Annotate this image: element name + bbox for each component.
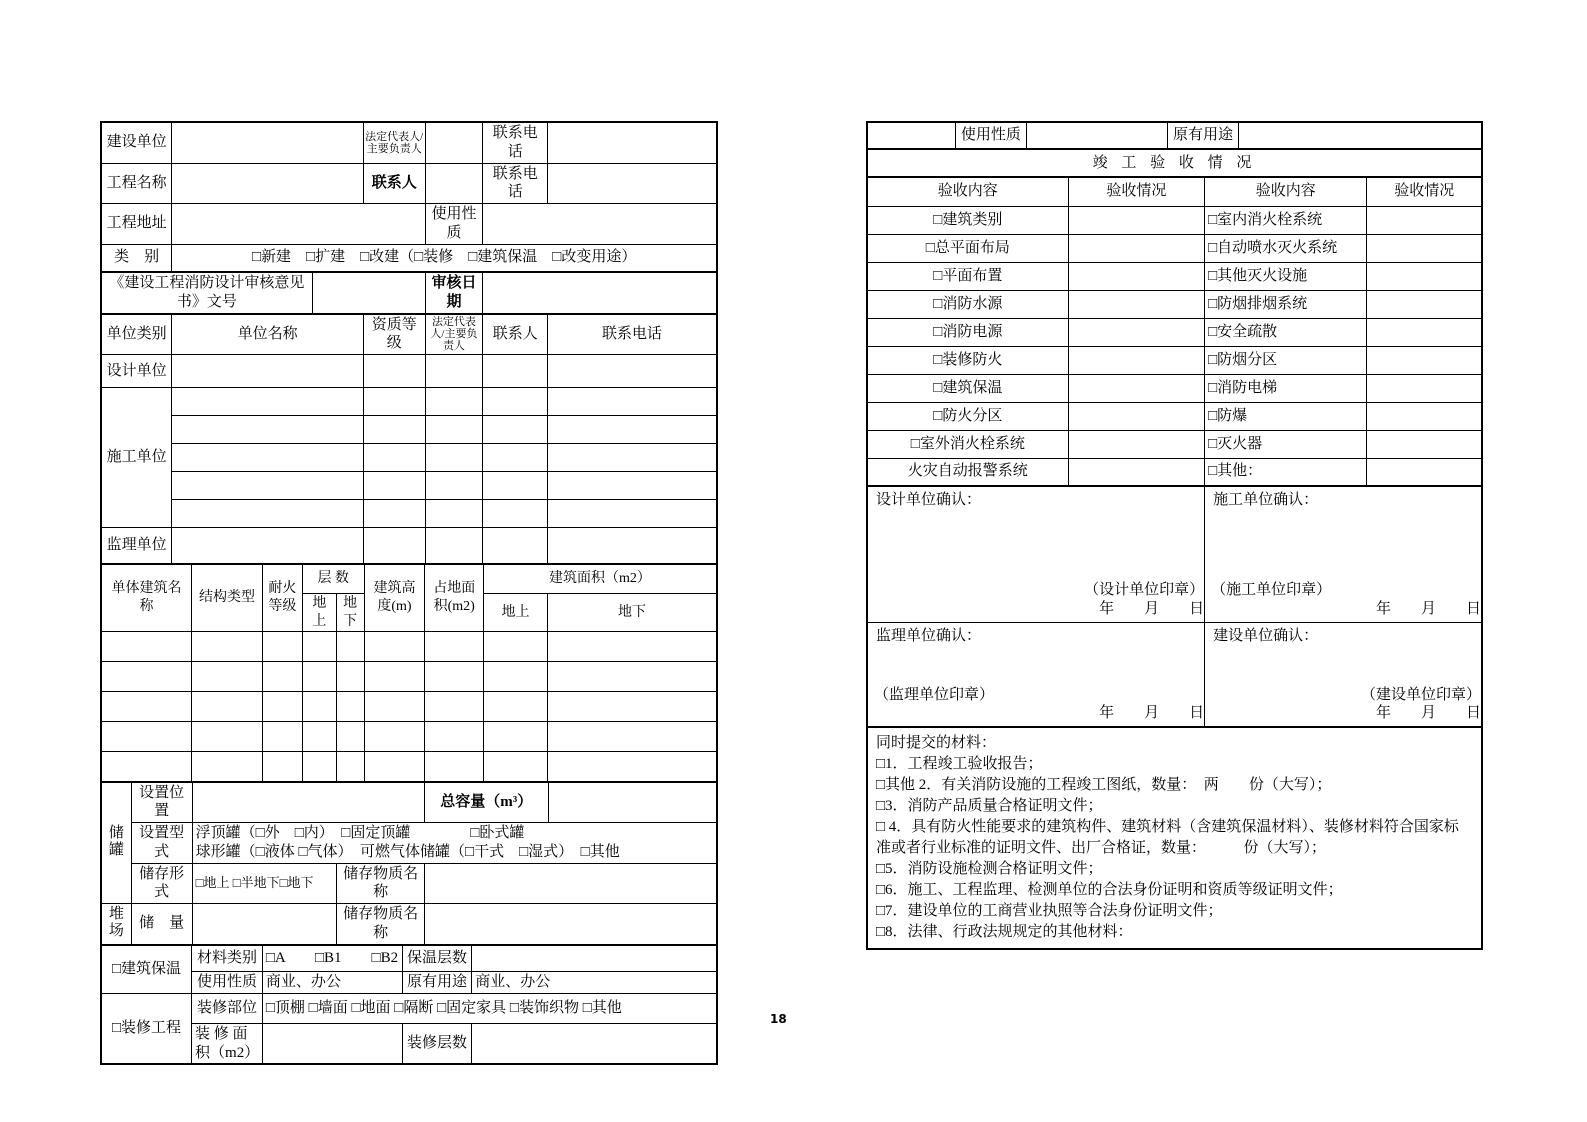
label-phone: 联系电话 [483,122,548,163]
tank-type-line2: 球形罐（□液体 □气体） 可燃气体储罐（□干式 □湿式） □其他 [195,843,620,860]
label-project-address: 工程地址 [101,204,172,245]
page-number: 18 [770,1012,787,1026]
review-doc-table [100,271,718,315]
material-item-checkbox[interactable]: □7．建设单位的工商营业执照等合法身份证明文件； [876,903,1223,919]
input-cell[interactable] [548,472,717,500]
input-cell[interactable] [483,632,547,662]
tank-type-line1: 浮顶罐（□外 □内） □固定顶罐 □卧式罐 [195,825,525,841]
label-usage-nature: 使用性质 [425,204,483,245]
input-cell[interactable] [425,500,483,528]
label-review-date: 审核日期 [425,272,483,314]
status-field[interactable] [1068,234,1205,262]
construction-org-field[interactable] [172,122,364,163]
label-storage-tank: 储罐 [101,782,131,904]
checklist-item: 火灾自动报警系统 [867,458,1068,486]
label-construction-org: 建设单位 [101,122,172,163]
label-decoration-area: 装 修 面 积（m2） [192,1023,263,1064]
header-above-ground: 地上 [302,594,336,632]
input-cell[interactable] [548,528,717,564]
input-cell[interactable] [425,472,483,500]
right-form [866,121,1483,950]
label-insulation-layers: 保温层数 [402,945,472,972]
storage-quantity-field[interactable] [192,904,337,945]
header-fire-rating: 耐火等级 [262,564,302,632]
input-cell[interactable] [302,632,336,662]
input-cell[interactable] [192,692,263,722]
label-storage-form: 储存形式 [131,863,192,904]
input-cell[interactable] [101,662,192,692]
checklist-item-checkbox[interactable]: □灭火器 [1205,430,1367,458]
input-cell[interactable] [483,444,548,472]
header-acceptance-status: 验收情况 [1367,177,1482,206]
input-cell[interactable] [425,388,483,416]
confirmation-title: 施工单位确认： [1213,492,1319,508]
contact-field[interactable] [425,163,483,204]
acceptance-checklist-table [866,176,1483,487]
label-decoration-parts: 装修部位 [192,993,263,1023]
checklist-item-checkbox[interactable]: □装修防火 [867,346,1068,374]
building-insulation-checkbox[interactable]: □建筑保温 [101,945,192,994]
building-unit-confirmation[interactable] [1205,622,1482,727]
label-original-use: 原有用途 [402,972,472,994]
review-date-field[interactable] [483,272,717,314]
status-field[interactable] [1367,206,1482,234]
total-capacity-field[interactable] [548,782,717,823]
status-field[interactable] [1068,318,1205,346]
input-cell[interactable] [262,722,302,752]
section-title-completion-acceptance: 竣 工 验 收 情 况 [867,149,1482,177]
project-info-table [100,121,718,273]
materials-title: 同时提交的材料： [876,735,997,751]
material-item-checkbox[interactable]: □3．消防产品质量合格证明文件； [876,798,1103,814]
input-cell[interactable] [101,632,192,662]
decoration-area-field[interactable] [262,1023,402,1064]
acceptance-title-table [866,148,1483,178]
label-tank-type: 设置型式 [131,823,192,864]
status-field[interactable] [1068,262,1205,290]
input-cell[interactable] [302,752,336,782]
phone-field[interactable] [548,163,717,204]
seal-placeholder: （建设单位印章） [1360,686,1481,703]
input-cell[interactable] [548,416,717,444]
input-cell[interactable] [363,355,425,388]
input-cell[interactable] [172,528,364,564]
material-item-checkbox[interactable]: □ 4．具有防火性能要求的建筑构件、建筑材料（含建筑保温材料）、装修材料符合国家标准或者行业标准的证明文件、出厂合格证，数量： 份（大写）； [876,819,1459,856]
left-form [100,121,718,1065]
decoration-parts-checkbox-options[interactable]: □顶棚 □墙面 □地面 □隔断 □固定家具 □装饰织物 □其他 [262,993,717,1023]
input-cell[interactable] [548,632,717,662]
header-acceptance-item: 验收内容 [1205,177,1367,206]
input-cell[interactable] [363,444,425,472]
legal-representative-field[interactable] [425,122,483,163]
input-cell[interactable] [425,722,484,752]
decoration-project-checkbox[interactable]: □装修工程 [101,993,192,1064]
label-material-category: 材料类别 [192,945,263,972]
checklist-item-checkbox[interactable]: □其他： [1205,458,1367,486]
input-cell[interactable] [364,632,425,662]
header-legal-representative: 法定代表人/主要负责人 [425,314,483,355]
checklist-item-checkbox[interactable]: □建筑保温 [867,374,1068,402]
input-cell[interactable] [363,472,425,500]
input-cell[interactable] [425,355,483,388]
construction-unit-confirmation[interactable] [1205,486,1482,622]
header-floors: 层 数 [302,564,364,594]
input-cell[interactable] [172,388,364,416]
input-cell[interactable] [483,472,548,500]
category-checkbox-options[interactable]: □新建 □扩建 □改建（□装修 □建筑保温 □改变用途） [172,244,717,272]
input-cell[interactable] [548,752,717,782]
label-stored-substance: 储存物质名称 [337,863,424,904]
project-address-field[interactable] [172,204,425,245]
checklist-item-checkbox[interactable]: □防烟分区 [1205,346,1367,374]
input-cell[interactable] [425,752,484,782]
label-supervision-unit: 监理单位 [101,528,172,564]
header-building-name: 单体建筑名称 [101,564,192,632]
input-cell[interactable] [548,662,717,692]
project-name-field[interactable] [172,163,364,204]
label-construction-unit: 施工单位 [101,388,172,528]
tank-type-checkbox-options[interactable] [192,823,717,864]
input-cell[interactable] [363,388,425,416]
date-line: 年 月 日 [1375,600,1481,617]
input-cell[interactable] [483,722,547,752]
insulation-layers-field[interactable] [472,945,717,972]
seal-placeholder: （施工单位印章） [1211,582,1332,598]
checklist-item-checkbox[interactable]: □平面布置 [867,262,1068,290]
input-cell[interactable] [483,416,548,444]
tank-position-field[interactable] [192,782,424,823]
material-item-checkbox[interactable]: □5．消防设施检测合格证明文件； [876,861,1103,877]
label-usage-nature: 使用性质 [956,122,1027,149]
tank-yard-table [100,781,718,946]
header-below-ground: 地下 [548,594,717,632]
decoration-floors-field[interactable] [472,1023,717,1064]
buildings-table [100,563,718,783]
checklist-item-checkbox[interactable]: □室内消火栓系统 [1205,206,1367,234]
input-cell[interactable] [867,122,956,149]
input-cell[interactable] [363,528,425,564]
status-field[interactable] [1068,346,1205,374]
input-cell[interactable] [172,355,364,388]
status-field[interactable] [1068,206,1205,234]
input-cell[interactable] [483,528,548,564]
confirmation-title: 设计单位确认： [876,492,982,508]
header-below-ground: 地下 [336,594,364,632]
header-unit-name: 单位名称 [172,314,364,355]
header-acceptance-status: 验收情况 [1068,177,1205,206]
checklist-item-checkbox[interactable]: □室外消火栓系统 [867,430,1068,458]
input-cell[interactable] [101,692,192,722]
label-stored-substance: 储存物质名称 [337,904,424,945]
date-line: 年 月 日 [1099,600,1205,617]
header-unit-type: 单位类别 [101,314,172,355]
input-cell[interactable] [483,752,547,782]
input-cell[interactable] [302,692,336,722]
submitted-materials-list [867,727,1482,949]
label-storage-quantity: 储 量 [131,904,192,945]
input-cell[interactable] [483,388,548,416]
header-qualification: 资质等级 [363,314,425,355]
input-cell[interactable] [192,662,263,692]
original-use-field[interactable] [1238,122,1482,149]
input-cell[interactable] [364,692,425,722]
input-cell[interactable] [262,752,302,782]
input-cell[interactable] [548,355,717,388]
usage-nature-value: 商业、办公 [262,972,402,994]
supervision-unit-confirmation[interactable] [867,622,1205,727]
input-cell[interactable] [302,662,336,692]
header-acceptance-item: 验收内容 [867,177,1068,206]
checklist-item-checkbox[interactable]: □总平面布局 [867,234,1068,262]
checklist-item-checkbox[interactable]: □其他灭火设施 [1205,262,1367,290]
input-cell[interactable] [425,632,484,662]
input-cell[interactable] [262,632,302,662]
header-floor-area: 建筑面积（m2） [483,564,717,594]
input-cell[interactable] [548,500,717,528]
input-cell[interactable] [483,500,548,528]
status-field[interactable] [1068,290,1205,318]
label-project-name: 工程名称 [101,163,172,204]
input-cell[interactable] [483,692,547,722]
label-usage-nature: 使用性质 [192,972,263,994]
input-cell[interactable] [548,722,717,752]
input-cell[interactable] [172,500,364,528]
input-cell[interactable] [483,662,547,692]
submitted-materials-table [866,726,1483,950]
header-building-height: 建筑高度(m) [364,564,425,632]
usage-nature-field[interactable] [1026,122,1167,149]
insulation-decoration-table [100,944,718,1066]
design-unit-confirmation[interactable] [867,486,1205,622]
status-field[interactable] [1367,374,1482,402]
header-above-ground: 地上 [483,594,547,632]
usage-nature-field[interactable] [483,204,717,245]
header-contact: 联系人 [483,314,548,355]
header-footprint-area: 占地面积(m2) [425,564,484,632]
status-field[interactable] [1068,402,1205,430]
input-cell[interactable] [172,416,364,444]
status-field[interactable] [1367,234,1482,262]
input-cell[interactable] [336,722,364,752]
input-cell[interactable] [425,662,484,692]
status-field[interactable] [1068,374,1205,402]
confirmation-title: 建设单位确认： [1213,627,1319,644]
input-cell[interactable] [363,416,425,444]
storage-form-checkbox-options[interactable]: □地上 □半地下□地下 [192,863,337,904]
material-item-checkbox[interactable]: □其他 2．有关消防设施的工程竣工图纸，数量： 两 份（大写）； [876,777,1332,793]
label-decoration-floors: 装修层数 [402,1023,472,1064]
input-cell[interactable] [262,692,302,722]
input-cell[interactable] [425,528,483,564]
checklist-item-checkbox[interactable]: □建筑类别 [867,206,1068,234]
stored-substance-field[interactable] [424,863,717,904]
label-category: 类 别 [101,244,172,272]
material-item-checkbox[interactable]: □1．工程竣工验收报告； [876,756,1043,772]
input-cell[interactable] [425,444,483,472]
input-cell[interactable] [425,692,484,722]
status-field[interactable] [1367,430,1482,458]
status-field[interactable] [1367,318,1482,346]
label-original-use: 原有用途 [1168,122,1239,149]
input-cell[interactable] [172,472,364,500]
label-legal-representative: 法定代表人/主要负责人 [363,122,425,163]
original-use-value: 商业、办公 [472,972,717,994]
label-stack-yard: 堆场 [101,904,131,945]
status-field[interactable] [1367,290,1482,318]
material-category-checkbox-options[interactable]: □A □B1 □B2 [262,945,402,972]
input-cell[interactable] [192,722,263,752]
label-total-capacity: 总容量（m³） [424,782,548,823]
material-item-checkbox[interactable]: □6．施工、工程监理、检测单位的合法身份证明和资质等级证明文件； [876,882,1343,898]
input-cell[interactable] [364,722,425,752]
review-doc-number-field[interactable] [312,272,425,314]
stored-substance-field[interactable] [424,904,717,945]
checklist-item-checkbox[interactable]: □防爆 [1205,402,1367,430]
input-cell[interactable] [192,752,263,782]
input-cell[interactable] [172,444,364,472]
label-design-unit: 设计单位 [101,355,172,388]
status-field[interactable] [1367,458,1482,486]
input-cell[interactable] [425,416,483,444]
status-field[interactable] [1068,430,1205,458]
label-phone: 联系电话 [483,163,548,204]
checklist-item-checkbox[interactable]: □自动喷水灭火系统 [1205,234,1367,262]
input-cell[interactable] [548,692,717,722]
input-cell[interactable] [548,444,717,472]
label-review-doc-number: 《建设工程消防设计审核意见书》文号 [101,272,312,314]
input-cell[interactable] [336,662,364,692]
input-cell[interactable] [336,632,364,662]
status-field[interactable] [1367,262,1482,290]
material-item-checkbox[interactable]: □8．法律、行政法规规定的其他材料： [876,924,1133,940]
input-cell[interactable] [336,752,364,782]
label-tank-position: 设置位置 [131,782,192,823]
checklist-item-checkbox[interactable]: □消防水源 [867,290,1068,318]
checklist-item-checkbox[interactable]: □消防电梯 [1205,374,1367,402]
header-phone: 联系电话 [548,314,717,355]
input-cell[interactable] [364,752,425,782]
date-line: 年 月 日 [1375,705,1481,722]
date-line: 年 月 日 [1099,705,1205,722]
checklist-item-checkbox[interactable]: □消防电源 [867,318,1068,346]
input-cell[interactable] [192,632,263,662]
status-field[interactable] [1367,402,1482,430]
confirmation-title: 监理单位确认： [876,627,982,644]
label-contact: 联系人 [363,163,425,204]
units-table [100,313,718,565]
input-cell[interactable] [101,722,192,752]
status-field[interactable] [1068,458,1205,486]
input-cell[interactable] [364,662,425,692]
seal-placeholder: （监理单位印章） [874,686,995,703]
input-cell[interactable] [302,722,336,752]
input-cell[interactable] [483,355,548,388]
input-cell[interactable] [548,388,717,416]
checklist-item-checkbox[interactable]: □安全疏散 [1205,318,1367,346]
header-structure-type: 结构类型 [192,564,263,632]
seal-placeholder: （设计单位印章） [1084,582,1205,598]
checklist-item-checkbox[interactable]: □防烟排烟系统 [1205,290,1367,318]
phone-field[interactable] [548,122,717,163]
input-cell[interactable] [262,662,302,692]
input-cell[interactable] [101,752,192,782]
confirmation-table [866,485,1483,728]
usage-continuation-table [866,121,1483,150]
checklist-item-checkbox[interactable]: □防火分区 [867,402,1068,430]
status-field[interactable] [1367,346,1482,374]
input-cell[interactable] [336,692,364,722]
input-cell[interactable] [363,500,425,528]
